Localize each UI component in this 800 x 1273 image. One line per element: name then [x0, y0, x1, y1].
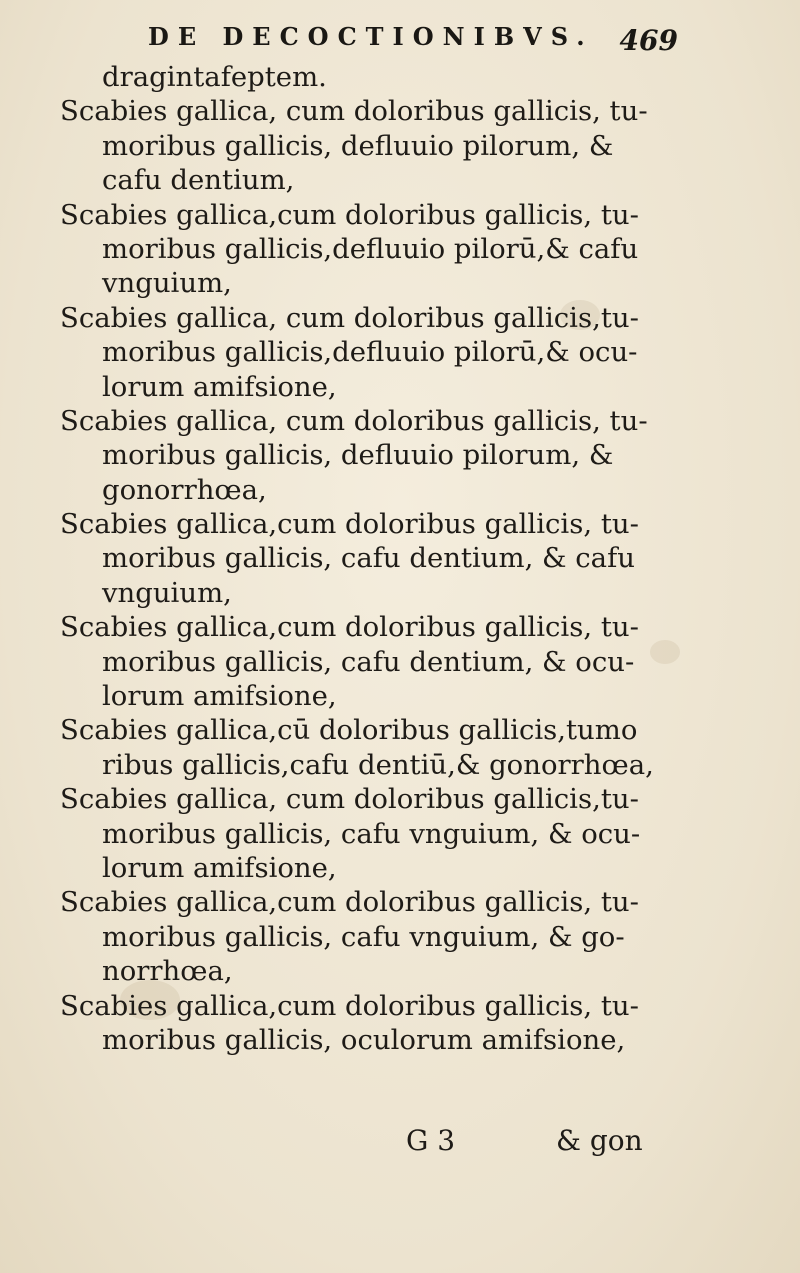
text-line: lorum amifsione, [102, 851, 337, 884]
page-footer [0, 1124, 800, 1164]
text-line: Scabies gallica,cum doloribus gallicis, tu- [60, 886, 639, 919]
text-line: gonorrhœa, [102, 473, 267, 506]
text-line: norrhœa, [102, 955, 233, 988]
text-line: cafu dentium, [102, 164, 295, 197]
text-line: Scabies gallica,cum doloribus gallicis, tu- [60, 508, 639, 541]
text-line: moribus gallicis, cafu dentium, & cafu [102, 542, 635, 575]
signature-mark: G 3 [406, 1124, 456, 1157]
text-line: ribus gallicis,cafu dentiū,& gonorrhœa, [102, 748, 654, 781]
text-line: lorum amifsione, [102, 680, 337, 713]
text-line: moribus gallicis,defluuio pilorū,& ocu- [102, 336, 638, 369]
text-line: moribus gallicis, cafu dentium, & ocu- [102, 645, 635, 678]
text-line: Scabies gallica,cū doloribus gallicis,tumo [60, 714, 638, 747]
text-line: Scabies gallica, cum doloribus gallicis,tu- [60, 783, 639, 816]
text-line: vnguium, [102, 576, 232, 609]
text-line: Scabies gallica, cum doloribus gallicis, tu- [60, 95, 648, 128]
running-head: DE DECOCTIONIBVS. [148, 22, 594, 51]
text-line: vnguium, [102, 267, 232, 300]
page-number: 469 [619, 24, 678, 57]
text-line: Scabies gallica,cum doloribus gallicis, tu- [60, 611, 639, 644]
text-line: moribus gallicis, oculorum amifsione, [102, 1023, 626, 1056]
text-line: Scabies gallica,cum doloribus gallicis, tu- [60, 198, 639, 231]
catchword: & gon [556, 1124, 643, 1157]
text-line: dragintafeptem. [102, 61, 327, 93]
text-line: moribus gallicis, cafu vnguium, & go- [102, 920, 625, 953]
text-line: lorum amifsione, [102, 370, 337, 403]
text-line: Scabies gallica,cum doloribus gallicis, tu- [60, 989, 639, 1022]
body-text [60, 60, 750, 1057]
text-line: moribus gallicis, defluuio pilorum, & [102, 129, 614, 162]
text-line: moribus gallicis, cafu vnguium, & ocu- [102, 817, 641, 850]
text-line: Scabies gallica, cum doloribus gallicis, tu- [60, 404, 648, 437]
text-line: Scabies gallica, cum doloribus gallicis,tu- [60, 301, 639, 334]
text-line: moribus gallicis, defluuio pilorum, & [102, 439, 614, 472]
text-line: moribus gallicis,defluuio pilorū,& cafu [102, 232, 639, 265]
